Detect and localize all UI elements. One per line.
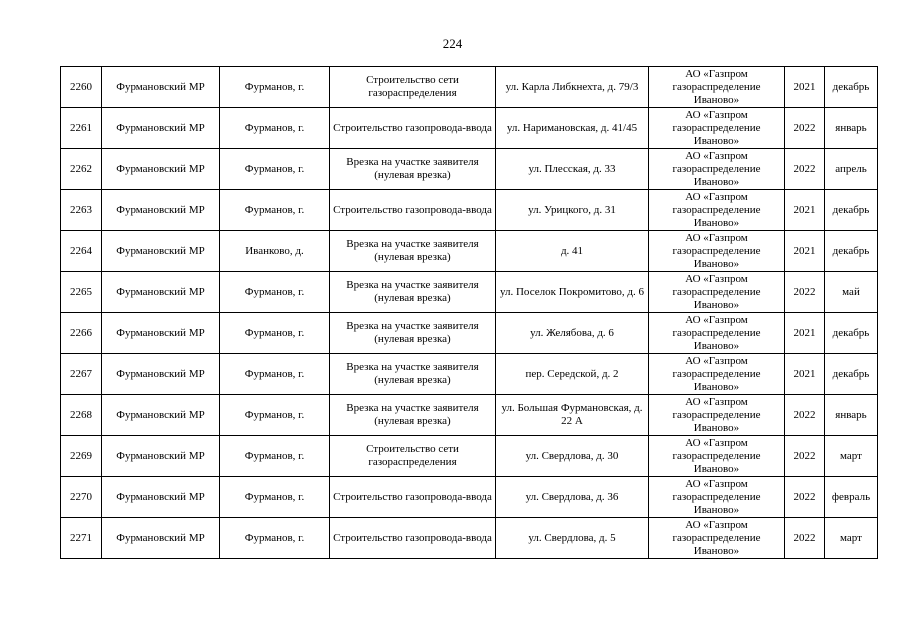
address-cell: ул. Урицкого, д. 31	[496, 190, 649, 231]
organization-cell: АО «Газпром газораспределение Иваново»	[649, 231, 785, 272]
year-cell: 2022	[785, 436, 825, 477]
row-number-cell: 2265	[61, 272, 102, 313]
page-number: 224	[442, 36, 463, 51]
work-type-cell: Врезка на участке заявителя (нулевая врезка)	[330, 395, 496, 436]
month-cell: декабрь	[825, 313, 878, 354]
organization-cell: АО «Газпром газораспределение Иваново»	[649, 67, 785, 108]
year-cell: 2022	[785, 477, 825, 518]
organization-cell: АО «Газпром газораспределение Иваново»	[649, 436, 785, 477]
table-row	[61, 149, 878, 190]
locality-cell: Фурманов, г.	[220, 190, 330, 231]
work-type-cell: Строительство газопровода-ввода	[330, 477, 496, 518]
year-cell: 2022	[785, 272, 825, 313]
table-body	[61, 67, 878, 559]
table-row	[61, 190, 878, 231]
locality-cell: Фурманов, г.	[220, 108, 330, 149]
row-number-cell: 2262	[61, 149, 102, 190]
district-cell: Фурмановский МР	[102, 477, 220, 518]
locality-cell: Фурманов, г.	[220, 395, 330, 436]
locality-cell: Фурманов, г.	[220, 518, 330, 559]
address-cell: ул. Желябова, д. 6	[496, 313, 649, 354]
month-cell: февраль	[825, 477, 878, 518]
row-number-cell: 2263	[61, 190, 102, 231]
work-type-cell: Строительство сети газораспределения	[330, 67, 496, 108]
work-type-cell: Врезка на участке заявителя (нулевая врезка)	[330, 231, 496, 272]
year-cell: 2022	[785, 108, 825, 149]
table-row	[61, 231, 878, 272]
table-row	[61, 518, 878, 559]
row-number-cell: 2270	[61, 477, 102, 518]
organization-cell: АО «Газпром газораспределение Иваново»	[649, 272, 785, 313]
work-type-cell: Строительство газопровода-ввода	[330, 190, 496, 231]
row-number-cell: 2264	[61, 231, 102, 272]
month-cell: январь	[825, 108, 878, 149]
address-cell: пер. Середской, д. 2	[496, 354, 649, 395]
locality-cell: Фурманов, г.	[220, 354, 330, 395]
year-cell: 2022	[785, 149, 825, 190]
locality-cell: Фурманов, г.	[220, 477, 330, 518]
row-number-cell: 2261	[61, 108, 102, 149]
district-cell: Фурмановский МР	[102, 272, 220, 313]
district-cell: Фурмановский МР	[102, 108, 220, 149]
table-row	[61, 108, 878, 149]
district-cell: Фурмановский МР	[102, 67, 220, 108]
locality-cell: Иванково, д.	[220, 231, 330, 272]
year-cell: 2021	[785, 231, 825, 272]
gasification-table	[60, 66, 878, 559]
district-cell: Фурмановский МР	[102, 313, 220, 354]
month-cell: декабрь	[825, 231, 878, 272]
table-row	[61, 67, 878, 108]
district-cell: Фурмановский МР	[102, 395, 220, 436]
organization-cell: АО «Газпром газораспределение Иваново»	[649, 190, 785, 231]
organization-cell: АО «Газпром газораспределение Иваново»	[649, 395, 785, 436]
row-number-cell: 2268	[61, 395, 102, 436]
organization-cell: АО «Газпром газораспределение Иваново»	[649, 477, 785, 518]
organization-cell: АО «Газпром газораспределение Иваново»	[649, 313, 785, 354]
locality-cell: Фурманов, г.	[220, 272, 330, 313]
year-cell: 2022	[785, 395, 825, 436]
organization-cell: АО «Газпром газораспределение Иваново»	[649, 108, 785, 149]
work-type-cell: Строительство газопровода-ввода	[330, 108, 496, 149]
district-cell: Фурмановский МР	[102, 190, 220, 231]
year-cell: 2021	[785, 313, 825, 354]
month-cell: март	[825, 436, 878, 477]
month-cell: декабрь	[825, 190, 878, 231]
locality-cell: Фурманов, г.	[220, 313, 330, 354]
table-row	[61, 313, 878, 354]
month-cell: декабрь	[825, 67, 878, 108]
organization-cell: АО «Газпром газораспределение Иваново»	[649, 149, 785, 190]
year-cell: 2021	[785, 190, 825, 231]
month-cell: январь	[825, 395, 878, 436]
address-cell: ул. Большая Фурмановская, д. 22 А	[496, 395, 649, 436]
address-cell: ул. Наримановская, д. 41/45	[496, 108, 649, 149]
year-cell: 2021	[785, 67, 825, 108]
row-number-cell: 2271	[61, 518, 102, 559]
address-cell: ул. Плесская, д. 33	[496, 149, 649, 190]
table-row	[61, 477, 878, 518]
organization-cell: АО «Газпром газораспределение Иваново»	[649, 354, 785, 395]
year-cell: 2022	[785, 518, 825, 559]
address-cell: ул. Свердлова, д. 5	[496, 518, 649, 559]
address-cell: ул. Карла Либкнехта, д. 79/3	[496, 67, 649, 108]
work-type-cell: Врезка на участке заявителя (нулевая врезка)	[330, 354, 496, 395]
address-cell: ул. Свердлова, д. 30	[496, 436, 649, 477]
address-cell: ул. Поселок Покромитово, д. 6	[496, 272, 649, 313]
work-type-cell: Строительство газопровода-ввода	[330, 518, 496, 559]
locality-cell: Фурманов, г.	[220, 149, 330, 190]
district-cell: Фурмановский МР	[102, 436, 220, 477]
district-cell: Фурмановский МР	[102, 149, 220, 190]
work-type-cell: Врезка на участке заявителя (нулевая врезка)	[330, 149, 496, 190]
table-row	[61, 395, 878, 436]
month-cell: март	[825, 518, 878, 559]
work-type-cell: Врезка на участке заявителя (нулевая врезка)	[330, 313, 496, 354]
district-cell: Фурмановский МР	[102, 518, 220, 559]
month-cell: апрель	[825, 149, 878, 190]
row-number-cell: 2266	[61, 313, 102, 354]
row-number-cell: 2260	[61, 67, 102, 108]
row-number-cell: 2269	[61, 436, 102, 477]
district-cell: Фурмановский МР	[102, 354, 220, 395]
organization-cell: АО «Газпром газораспределение Иваново»	[649, 518, 785, 559]
table-row	[61, 354, 878, 395]
table-row	[61, 436, 878, 477]
row-number-cell: 2267	[61, 354, 102, 395]
locality-cell: Фурманов, г.	[220, 436, 330, 477]
year-cell: 2021	[785, 354, 825, 395]
work-type-cell: Врезка на участке заявителя (нулевая врезка)	[330, 272, 496, 313]
address-cell: ул. Свердлова, д. 36	[496, 477, 649, 518]
locality-cell: Фурманов, г.	[220, 67, 330, 108]
work-type-cell: Строительство сети газораспределения	[330, 436, 496, 477]
month-cell: декабрь	[825, 354, 878, 395]
table-row	[61, 272, 878, 313]
district-cell: Фурмановский МР	[102, 231, 220, 272]
month-cell: май	[825, 272, 878, 313]
address-cell: д. 41	[496, 231, 649, 272]
